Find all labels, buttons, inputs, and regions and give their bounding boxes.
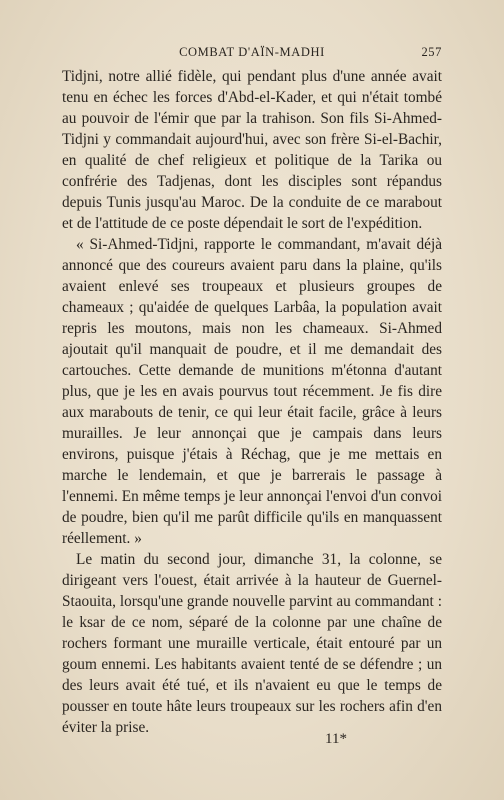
- signature-mark: 11*: [325, 731, 347, 747]
- paragraph-2: « Si-Ahmed-Tidjni, rapporte le commandant, m'avait déjà annoncé que des coureurs avaient paru dans la plaine, qu'ils avaient enlevé ses troupeaux et plusieurs groupes de chameaux ; qu'aidée de quelques Larbâa, la population avait repris les moutons, mais non les chameaux. Si-Ahmed ajoutait qu'il manquait de poudre, et il me demandait des cartouches. Cette demande de munitions m'étonna d'autant plus, que je les en avais pourvus tout récemment. Je fis dire aux marabouts de tenir, ce qui leur était facile, grâce à leurs murailles. Je leur annonçai que je campais dans leurs environs, puisque j'étais à Réchag, que je me mettais en marche le lendemain, et que je barrerais le passage à l'ennemi. En même temps je leur annonçai l'envoi d'un convoi de poudre, bien qu'il me parût difficile qu'ils en manquassent réellement. »: [62, 236, 442, 547]
- running-title: COMBAT D'AÏN-MADHI: [179, 45, 325, 59]
- body-text: [62, 66, 442, 738]
- paragraph-1: Tidjni, notre allié fidèle, qui pendant plus d'une année avait tenu en échec les forces d'Abd-el-Kader, et qui n'était tombé au pouvoir de l'émir que par la trahison. Son fils Si-Ahmed-Tidjni y commandait aujourd'hui, avec son frère Si-el-Bachir, en qualité de chef religieux et politique de la Tarika ou confrérie des Tadjenas, dont les disciples sont répandus depuis Tunis jusqu'au Maroc. De la conduite de ce marabout et de l'attitude de ce poste dépendait le sort de l'expédition.: [62, 68, 442, 232]
- page-number: 257: [421, 45, 442, 59]
- running-head: [62, 45, 442, 63]
- paragraph-3: Le matin du second jour, dimanche 31, la colonne, se dirigeant vers l'ouest, était arrivée à la hauteur de Guernel-Staouita, lorsqu'une grande nouvelle parvint au commandant : le ksar de ce nom, séparé de la colonne par une chaîne de rochers formant une muraille verticale, était entouré par un goum ennemi. Les habitants avaient tenté de se défendre ; un des leurs avait été tué, et ils n'avaient eu que le temps de pousser en toute hâte leurs troupeaux sur les rochers afin d'en éviter la prise.: [62, 551, 442, 736]
